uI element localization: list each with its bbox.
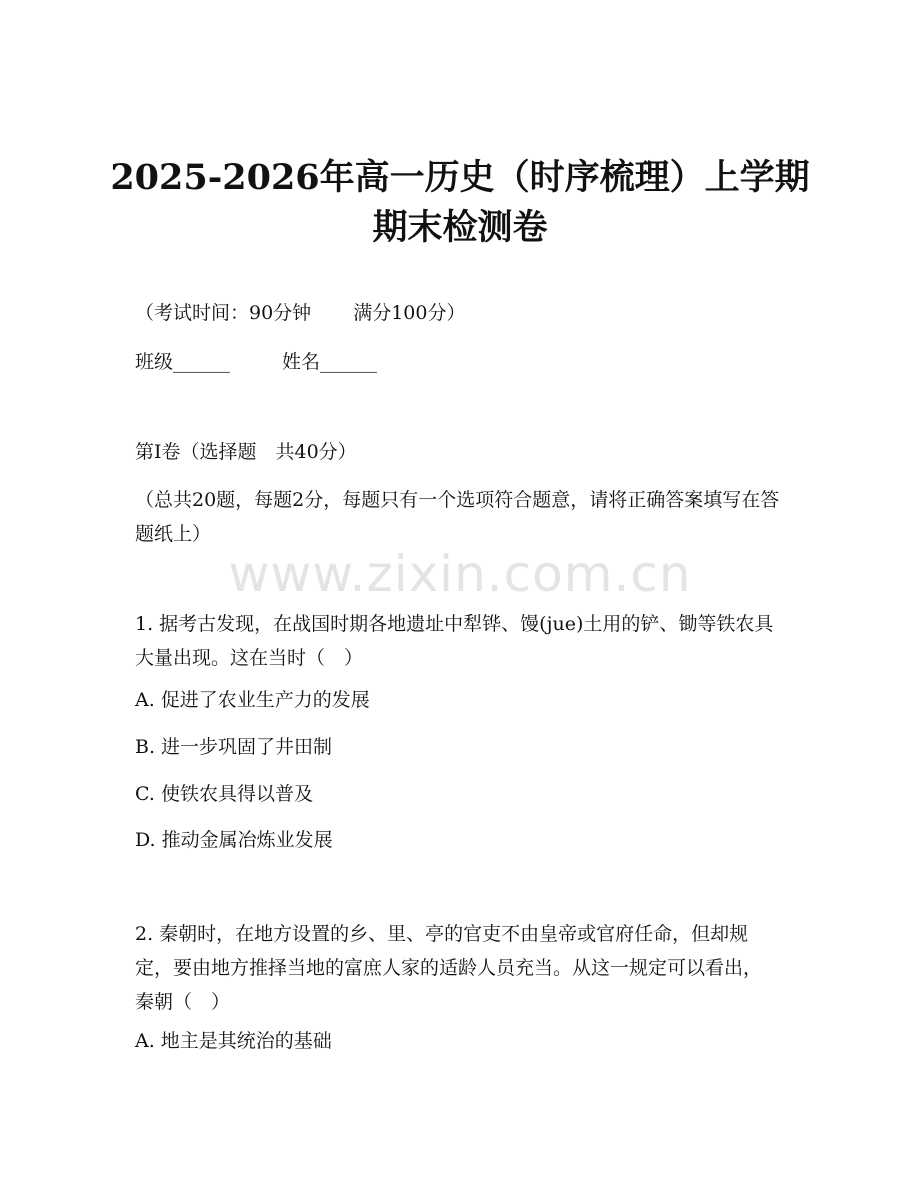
question-2-stem: 2. 秦朝时，在地方设置的乡、里、亭的官吏不由皇帝或官府任命，但却规定，要由地方推择当地的富庶人家的适龄人员充当。从这一规定可以看出，秦朝（ ） <box>135 923 763 1013</box>
question-1-option-b[interactable]: B. 进一步巩固了井田制 <box>135 736 333 758</box>
instructions: （总共20题，每题2分，每题只有一个选项符合题意，请将正确答案填写在答题纸上） <box>135 489 780 545</box>
exam-time: （考试时间：90分钟 <box>135 302 312 324</box>
student-info <box>135 348 377 376</box>
question-1-stem: 1. 据考古发现，在战国时期各地遗址中犁铧、馒(jue)土用的铲、锄等铁农具大量出现。这在当时（ ） <box>135 613 774 669</box>
name-field[interactable]: 姓名______ <box>282 351 378 373</box>
question-1-option-d[interactable]: D. 推动金属冶炼业发展 <box>135 829 333 851</box>
question-2-option-a[interactable]: A. 地主是其统治的基础 <box>135 1030 332 1052</box>
exam-info <box>135 299 465 327</box>
question-1-option-a[interactable]: A. 促进了农业生产力的发展 <box>135 689 370 711</box>
document-title-line-2: 期末检测卷 <box>372 207 548 248</box>
watermark: www.zixin.com.cn <box>228 545 692 603</box>
question-1-option-c[interactable]: C. 使铁农具得以普及 <box>135 783 313 805</box>
full-score: 满分100分） <box>353 302 466 324</box>
class-field[interactable]: 班级______ <box>135 351 231 373</box>
part-heading: 第Ⅰ卷（选择题 共40分） <box>135 441 357 463</box>
document-title-line-1: 2025-2026年高一历史（时序梳理）上学期 <box>110 157 810 198</box>
